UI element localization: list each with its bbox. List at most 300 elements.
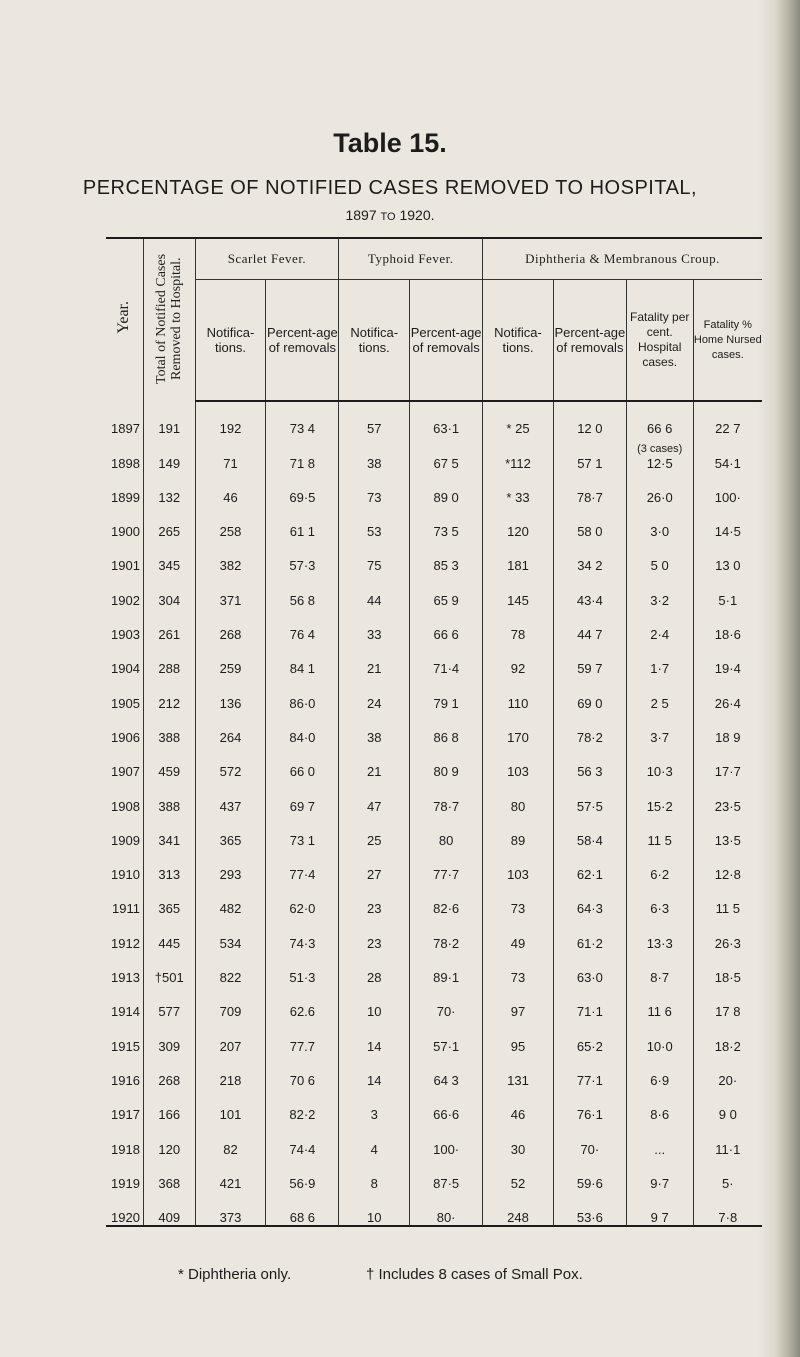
cell-tf-n: 38: [339, 436, 410, 470]
cell-d-n: 92: [483, 642, 554, 676]
cell-d-p: 53·6: [553, 1191, 626, 1226]
cell-value: 3·0: [650, 524, 670, 540]
cell-sf-n: 71: [195, 436, 266, 470]
cell-d-fh: [626, 985, 693, 1019]
cell-tf-n: 25: [339, 814, 410, 848]
cell-tf-p: 80·: [410, 1191, 483, 1226]
header-tf-percentage: Percent-age of removals: [410, 280, 483, 402]
cell-sf-n: 268: [195, 608, 266, 642]
cell-d-n: 46: [483, 1088, 554, 1122]
cell-sf-p: 70 6: [266, 1054, 339, 1088]
cell-tf-p: 80 9: [410, 745, 483, 779]
cell-sf-p: 69·5: [266, 471, 339, 505]
cell-d-n: 78: [483, 608, 554, 642]
cell-tf-p: 85 3: [410, 539, 483, 573]
cell-year: 1913: [111, 970, 140, 986]
header-diphtheria: Diphtheria & Membranous Croup.: [483, 238, 762, 280]
cell-sf-n: 421: [195, 1157, 266, 1191]
cell-year: 1909: [111, 832, 140, 848]
cell-sf-p: 74·3: [266, 916, 339, 950]
cell-total: 388: [143, 711, 195, 745]
cell-d-fhn: 18·6: [693, 608, 762, 642]
cell-tf-p: 73 5: [410, 505, 483, 539]
cell-d-fh: [626, 951, 693, 985]
cell-year: 1911: [111, 901, 140, 917]
table-row: [106, 882, 762, 916]
cell-sf-p: 69 7: [266, 779, 339, 813]
cell-year: 1903: [111, 627, 140, 643]
cell-d-n: *112: [483, 436, 554, 470]
cell-tf-n: 10: [339, 1191, 410, 1226]
table-row: [106, 608, 762, 642]
table-row: [106, 505, 762, 539]
table-row: [106, 573, 762, 607]
cell-sf-n: 82: [195, 1122, 266, 1156]
cell-value: 5 0: [650, 558, 669, 574]
cell-tf-n: 14: [339, 1054, 410, 1088]
cell-d-n: 120: [483, 505, 554, 539]
cell-tf-p: 77·7: [410, 848, 483, 882]
cell-year: 1897: [111, 421, 140, 437]
cell-d-fhn: 9 0: [693, 1088, 762, 1122]
cell-tf-n: 23: [339, 882, 410, 916]
cell-tf-p: 65 9: [410, 573, 483, 607]
cell-total: 149: [143, 436, 195, 470]
header-sf-percentage: Percent-age of removals: [266, 280, 339, 402]
cell-sf-p: 68 6: [266, 1191, 339, 1226]
cell-tf-p: 78·7: [410, 779, 483, 813]
cell-d-p: 61·2: [553, 916, 626, 950]
cell-value: 2·4: [650, 627, 670, 643]
cell-value: 11 5: [647, 832, 672, 848]
cell-d-fhn: 14·5: [693, 505, 762, 539]
cell-d-fh: [626, 471, 693, 505]
cell-sf-p: 57·3: [266, 539, 339, 573]
cell-d-p: 59 7: [553, 642, 626, 676]
cell-tf-p: 63·1: [410, 401, 483, 436]
cell-d-fhn: 17 8: [693, 985, 762, 1019]
cell-tf-n: 23: [339, 916, 410, 950]
cell-d-fhn: 20·: [693, 1054, 762, 1088]
cell-total: 409: [143, 1191, 195, 1226]
table-row: [106, 985, 762, 1019]
cell-sf-p: 56 8: [266, 573, 339, 607]
year-to-word: TO: [380, 211, 396, 223]
cell-value: 15·2: [646, 798, 673, 814]
cell-tf-p: 66·6: [410, 1088, 483, 1122]
cell-sf-p: 56·9: [266, 1157, 339, 1191]
cell-d-n: 97: [483, 985, 554, 1019]
cell-value: 3·2: [650, 592, 670, 608]
cell-year: 1914: [111, 1004, 140, 1020]
cell-sf-n: 101: [195, 1088, 266, 1122]
cell-tf-n: 44: [339, 573, 410, 607]
table-row: [106, 436, 762, 470]
cell-d-p: 34 2: [553, 539, 626, 573]
cell-tf-n: 4: [339, 1122, 410, 1156]
cell-tf-p: 70·: [410, 985, 483, 1019]
cell-d-fh: [626, 642, 693, 676]
cell-d-fhn: 13 0: [693, 539, 762, 573]
cell-d-fhn: 13·5: [693, 814, 762, 848]
cell-d-fh: [626, 916, 693, 950]
cell-total: 261: [143, 608, 195, 642]
cell-tf-n: 75: [339, 539, 410, 573]
cell-d-fhn: 11 5: [693, 882, 762, 916]
cell-tf-p: 71·4: [410, 642, 483, 676]
cell-year: 1906: [111, 729, 140, 745]
cell-d-fhn: 12·8: [693, 848, 762, 882]
cell-d-n: 131: [483, 1054, 554, 1088]
cell-sf-p: 86·0: [266, 676, 339, 710]
cell-d-p: 12 0: [553, 401, 626, 436]
cell-d-p: 71·1: [553, 985, 626, 1019]
cell-sf-p: 66 0: [266, 745, 339, 779]
cell-sf-n: 482: [195, 882, 266, 916]
year-until: 1920.: [399, 207, 435, 223]
cell-d-p: 64·3: [553, 882, 626, 916]
cell-d-fh: [626, 814, 693, 848]
cell-tf-p: 87·5: [410, 1157, 483, 1191]
cell-d-n: 73: [483, 882, 554, 916]
cell-tf-p: 82·6: [410, 882, 483, 916]
cell-value: 10·3: [646, 764, 673, 780]
cell-sf-p: 71 8: [266, 436, 339, 470]
cell-total: 368: [143, 1157, 195, 1191]
cell-total: 445: [143, 916, 195, 950]
cell-sf-p: 62.6: [266, 985, 339, 1019]
cell-tf-p: 64 3: [410, 1054, 483, 1088]
cell-year: 1918: [111, 1141, 140, 1157]
cell-sf-p: 84·0: [266, 711, 339, 745]
cell-d-n: 110: [483, 676, 554, 710]
cell-d-fhn: 7·8: [693, 1191, 762, 1226]
cell-d-fh: [626, 539, 693, 573]
cell-year: 1898: [111, 455, 140, 471]
table-body: [106, 401, 762, 1226]
cell-d-p: 58·4: [553, 814, 626, 848]
cell-d-n: 145: [483, 573, 554, 607]
cell-d-fh: [626, 1122, 693, 1156]
cell-d-fhn: 19·4: [693, 642, 762, 676]
cell-sf-p: 77·4: [266, 848, 339, 882]
cell-value: 66 6: [647, 421, 673, 437]
cell-tf-n: 21: [339, 642, 410, 676]
cell-year: 1904: [111, 661, 140, 677]
cell-d-n: * 25: [483, 401, 554, 436]
cell-d-fh: [626, 436, 693, 470]
cell-tf-n: 8: [339, 1157, 410, 1191]
cell-total: 268: [143, 1054, 195, 1088]
cell-d-p: 70·: [553, 1122, 626, 1156]
cell-total: †501: [143, 951, 195, 985]
cell-tf-p: 89·1: [410, 951, 483, 985]
cell-year: 1920: [111, 1210, 140, 1226]
cell-sf-p: 62·0: [266, 882, 339, 916]
cell-d-fhn: 11·1: [693, 1122, 762, 1156]
cell-d-n: 95: [483, 1019, 554, 1053]
cell-sf-n: 258: [195, 505, 266, 539]
cell-d-fhn: 54·1: [693, 436, 762, 470]
cell-d-fh: [626, 608, 693, 642]
cell-d-p: 56 3: [553, 745, 626, 779]
cell-year: 1910: [111, 867, 140, 883]
year-from: 1897: [345, 207, 377, 223]
cell-value: 26·0: [646, 489, 673, 505]
cell-tf-n: 28: [339, 951, 410, 985]
cell-d-p: 78·7: [553, 471, 626, 505]
cell-d-p: 78·2: [553, 711, 626, 745]
cell-sf-p: 77.7: [266, 1019, 339, 1053]
table-row: [106, 779, 762, 813]
cell-value: 13·3: [646, 935, 673, 951]
table-row: [106, 1019, 762, 1053]
cell-tf-p: 86 8: [410, 711, 483, 745]
cell-total: 309: [143, 1019, 195, 1053]
cell-d-fh: [626, 848, 693, 882]
cell-tf-p: 80: [410, 814, 483, 848]
cell-year: 1900: [111, 524, 140, 540]
table-subtitle: PERCENTAGE OF NOTIFIED CASES REMOVED TO HOSPITAL,: [82, 177, 698, 199]
cell-total: 166: [143, 1088, 195, 1122]
cell-year: 1901: [111, 558, 140, 574]
cell-year: 1917: [111, 1107, 140, 1123]
cell-year: 1912: [111, 935, 140, 951]
cell-d-n: * 33: [483, 471, 554, 505]
cell-value: 9 7: [650, 1210, 669, 1226]
cell-total: 212: [143, 676, 195, 710]
cell-year: 1907: [111, 764, 140, 780]
cell-tf-p: 89 0: [410, 471, 483, 505]
cell-total: 288: [143, 642, 195, 676]
cell-d-p: 76·1: [553, 1088, 626, 1122]
cell-sf-n: 382: [195, 539, 266, 573]
cell-sf-n: 371: [195, 573, 266, 607]
cell-value: 3·7: [650, 729, 670, 745]
cell-d-n: 49: [483, 916, 554, 950]
cell-d-fh: [626, 1191, 693, 1226]
cell-d-fh: [626, 1019, 693, 1053]
cell-d-fhn: 17·7: [693, 745, 762, 779]
cell-d-p: 63·0: [553, 951, 626, 985]
cell-year: 1915: [111, 1038, 140, 1054]
header-scarlet-fever: Scarlet Fever.: [195, 238, 339, 280]
header-d-notifications: Notifica-tions.: [483, 280, 554, 402]
cell-d-n: 103: [483, 848, 554, 882]
cell-d-n: 170: [483, 711, 554, 745]
cell-sf-n: 259: [195, 642, 266, 676]
cell-d-fhn: 22 7: [693, 401, 762, 436]
header-d-fatality-home: Fatality % Home Nursed cases.: [693, 280, 762, 402]
table-row: [106, 1088, 762, 1122]
cell-d-fhn: 23·5: [693, 779, 762, 813]
cell-tf-n: 38: [339, 711, 410, 745]
cell-d-fhn: 18·5: [693, 951, 762, 985]
footnote-small-pox: † Includes 8 cases of Small Pox.: [366, 1266, 583, 1283]
cell-value: 6·2: [650, 867, 670, 883]
cell-sf-n: 709: [195, 985, 266, 1019]
cell-d-n: 89: [483, 814, 554, 848]
cell-year: 1905: [111, 695, 140, 711]
cell-d-n: 248: [483, 1191, 554, 1226]
cell-total: 120: [143, 1122, 195, 1156]
cell-year: 1902: [111, 592, 140, 608]
data-table: [106, 237, 762, 1231]
cell-d-fh: [626, 1157, 693, 1191]
cell-d-fhn: 100·: [693, 471, 762, 505]
cell-d-fh: [626, 573, 693, 607]
year-range: [0, 207, 780, 223]
table-row: [106, 814, 762, 848]
cell-value: 12·5: [646, 455, 673, 471]
cell-tf-n: 24: [339, 676, 410, 710]
cell-tf-p: 66 6: [410, 608, 483, 642]
cell-total: 341: [143, 814, 195, 848]
cell-sf-p: 74·4: [266, 1122, 339, 1156]
table-row: [106, 1191, 762, 1226]
cell-d-p: 43·4: [553, 573, 626, 607]
header-typhoid-fever: Typhoid Fever.: [339, 238, 483, 280]
cell-sf-p: 73 4: [266, 401, 339, 436]
cell-sf-p: 73 1: [266, 814, 339, 848]
cell-tf-p: 57·1: [410, 1019, 483, 1053]
cell-d-n: 30: [483, 1122, 554, 1156]
table-row: [106, 676, 762, 710]
table-row: [106, 848, 762, 882]
cell-tf-n: 47: [339, 779, 410, 813]
cell-d-p: 62·1: [553, 848, 626, 882]
cell-sf-p: 76 4: [266, 608, 339, 642]
cell-value: 6·9: [650, 1072, 670, 1088]
cell-total: 459: [143, 745, 195, 779]
table-row: [106, 642, 762, 676]
table-row: [106, 401, 762, 436]
cell-d-fhn: 5·: [693, 1157, 762, 1191]
table-row: [106, 745, 762, 779]
cell-sf-n: 534: [195, 916, 266, 950]
cell-sf-n: 293: [195, 848, 266, 882]
cell-sf-p: 84 1: [266, 642, 339, 676]
cell-sf-n: 207: [195, 1019, 266, 1053]
cell-tf-n: 33: [339, 608, 410, 642]
cell-d-fhn: 18 9: [693, 711, 762, 745]
cell-d-fh: [626, 676, 693, 710]
cell-value: 8·6: [650, 1107, 670, 1123]
cell-tf-n: 27: [339, 848, 410, 882]
header-sf-notifications: Notifica-tions.: [195, 280, 266, 402]
cell-value: 2 5: [650, 695, 669, 711]
cell-total: 304: [143, 573, 195, 607]
cell-tf-n: 3: [339, 1088, 410, 1122]
cell-d-n: 181: [483, 539, 554, 573]
cell-tf-p: 78·2: [410, 916, 483, 950]
cell-year: 1916: [111, 1072, 140, 1088]
cell-total: 345: [143, 539, 195, 573]
table-row: [106, 1054, 762, 1088]
cell-value: 9·7: [650, 1175, 670, 1191]
cell-d-p: 44 7: [553, 608, 626, 642]
cell-d-fh: [626, 779, 693, 813]
cell-d-p: 65·2: [553, 1019, 626, 1053]
table-row: [106, 1157, 762, 1191]
cell-d-fh: [626, 505, 693, 539]
table-title: Table 15.: [333, 128, 447, 158]
cell-d-fh: [626, 882, 693, 916]
header-total-removed: Total of Notified Cases Removed to Hospital.: [143, 238, 195, 401]
cell-d-p: 69 0: [553, 676, 626, 710]
table-bottom-rule: [106, 1226, 762, 1231]
table-row: [106, 1122, 762, 1156]
cell-d-fh: [626, 1088, 693, 1122]
cell-d-n: 103: [483, 745, 554, 779]
cell-value: 6·3: [650, 901, 670, 917]
cell-value: 1·7: [650, 661, 670, 677]
cell-value: 11 6: [647, 1004, 672, 1020]
table-row: [106, 916, 762, 950]
cell-sf-n: 192: [195, 401, 266, 436]
page-edge-shadow: [758, 0, 800, 1357]
cell-note: (3 cases): [637, 442, 683, 455]
cell-total: 365: [143, 882, 195, 916]
cell-d-fh: [626, 745, 693, 779]
header-tf-notifications: Notifica-tions.: [339, 280, 410, 402]
cell-sf-p: 82·2: [266, 1088, 339, 1122]
table-row: [106, 711, 762, 745]
table-row: [106, 951, 762, 985]
cell-sf-n: 822: [195, 951, 266, 985]
cell-tf-n: 21: [339, 745, 410, 779]
cell-d-fhn: 26·3: [693, 916, 762, 950]
cell-d-fh: [626, 1054, 693, 1088]
cell-sf-n: 437: [195, 779, 266, 813]
cell-total: 313: [143, 848, 195, 882]
cell-tf-p: 79 1: [410, 676, 483, 710]
cell-d-fhn: 26·4: [693, 676, 762, 710]
cell-d-n: 80: [483, 779, 554, 813]
cell-d-p: 57·5: [553, 779, 626, 813]
cell-tf-p: 67 5: [410, 436, 483, 470]
cell-d-n: 73: [483, 951, 554, 985]
cell-d-p: 59·6: [553, 1157, 626, 1191]
cell-total: 132: [143, 471, 195, 505]
header-d-percentage: Percent-age of removals: [553, 280, 626, 402]
cell-d-fh: [626, 401, 693, 436]
cell-total: 191: [143, 401, 195, 436]
cell-sf-p: 51·3: [266, 951, 339, 985]
table-row: [106, 539, 762, 573]
cell-total: 388: [143, 779, 195, 813]
cell-d-p: 57 1: [553, 436, 626, 470]
cell-tf-n: 73: [339, 471, 410, 505]
cell-year: 1919: [111, 1175, 140, 1191]
cell-year: 1899: [111, 489, 140, 505]
cell-sf-n: 264: [195, 711, 266, 745]
cell-year: 1908: [111, 798, 140, 814]
cell-total: 265: [143, 505, 195, 539]
cell-value: 8·7: [650, 970, 670, 986]
header-d-fatality-hospital: Fatality per cent. Hospital cases.: [626, 280, 693, 402]
cell-sf-n: 136: [195, 676, 266, 710]
cell-d-fh: [626, 711, 693, 745]
header-year: Year.: [106, 238, 143, 401]
cell-sf-p: 61 1: [266, 505, 339, 539]
cell-tf-n: 14: [339, 1019, 410, 1053]
cell-d-fhn: 5·1: [693, 573, 762, 607]
cell-tf-n: 53: [339, 505, 410, 539]
cell-d-p: 77·1: [553, 1054, 626, 1088]
table-row: [106, 471, 762, 505]
cell-tf-n: 57: [339, 401, 410, 436]
